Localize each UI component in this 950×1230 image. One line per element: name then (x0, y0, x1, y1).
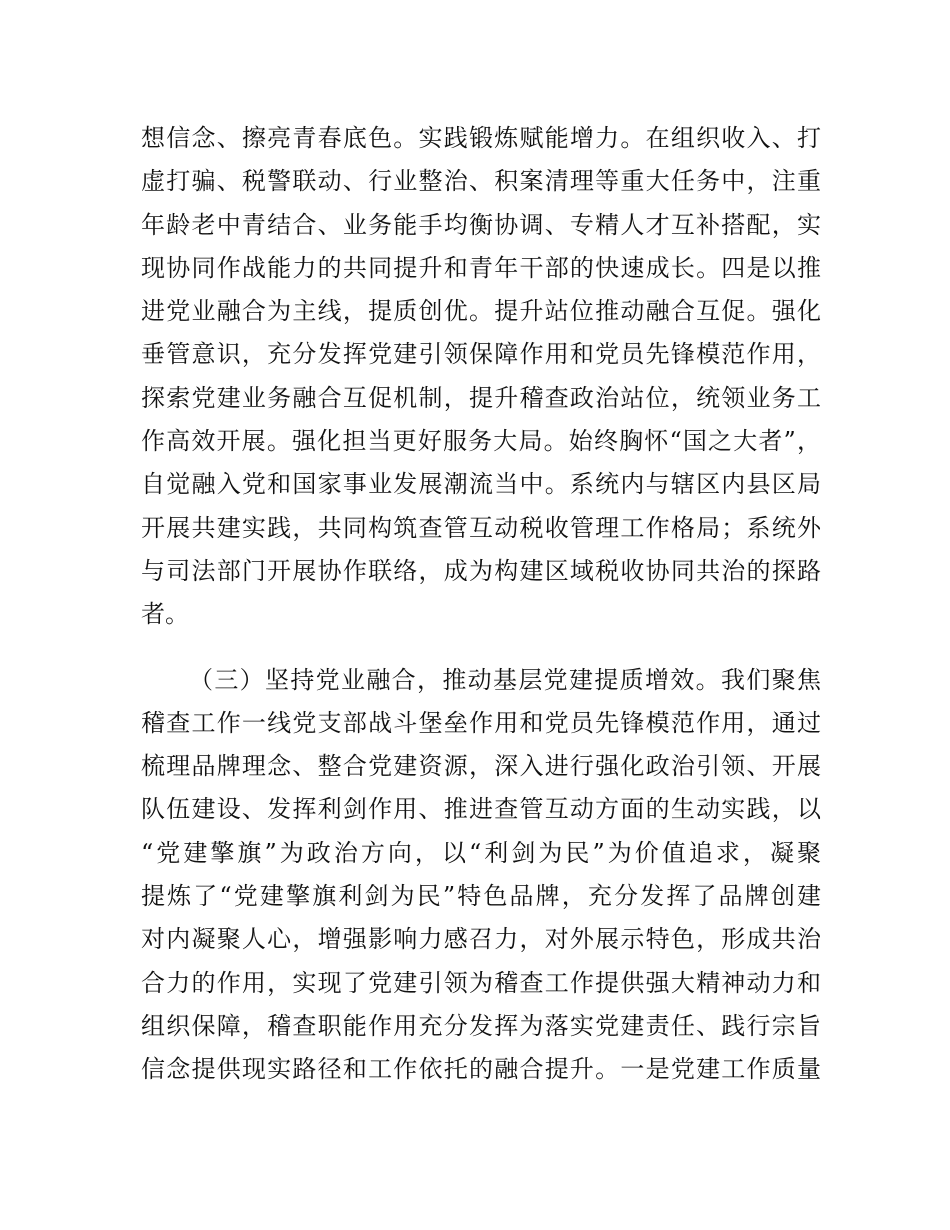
text-line: 组织保障，稽查职能作用充分发挥为落实党建责任、践行宗旨 (141, 1011, 821, 1040)
text-line: “党建擎旗”为政治方向，以“利剑为民”为价值追求，凝聚 (141, 838, 821, 867)
text-line: 进党业融合为主线，提质创优。提升站位推动融合互促。强化 (141, 297, 821, 326)
paragraph-spacer (141, 637, 821, 659)
text-line: 虚打骗、税警联动、行业整治、积案清理等重大任务中，注重 (141, 167, 821, 196)
text-line: 对内凝聚人心，增强影响力感召力，对外展示特色，形成共治 (141, 925, 821, 954)
text-line: 与司法部门开展协作联络，成为构建区域税收协同共治的探路 (141, 556, 821, 585)
text-line: （三）坚持党业融合，推动基层党建提质增效。我们聚焦 (189, 665, 821, 694)
text-line: 合力的作用，实现了党建引领为稽查工作提供强大精神动力和 (141, 968, 821, 997)
text-line: 者。 (141, 600, 189, 629)
text-line: 年龄老中青结合、业务能手均衡协调、专精人才互补搭配，实 (141, 210, 821, 239)
text-line: 现协同作战能力的共同提升和青年干部的快速成长。四是以推 (141, 253, 821, 282)
text-line: 梳理品牌理念、整合党建资源，深入进行强化政治引领、开展 (141, 752, 821, 781)
text-line: 开展共建实践，共同构筑查管互动税收管理工作格局；系统外 (141, 513, 821, 542)
text-line: 作高效开展。强化担当更好服务大局。始终胸怀“国之大者”， (141, 427, 821, 456)
text-line: 垂管意识，充分发挥党建引领保障作用和党员先锋模范作用， (141, 340, 821, 369)
text-line: 稽查工作一线党支部战斗堡垒作用和党员先锋模范作用，通过 (141, 708, 821, 737)
text-line: 队伍建设、发挥利剑作用、推进查管互动方面的生动实践，以 (141, 795, 821, 824)
body-text (141, 117, 821, 1092)
paragraph-1 (141, 117, 821, 637)
text-line: 信念提供现实路径和工作依托的融合提升。一是党建工作质量 (141, 1055, 821, 1084)
paragraph-2 (141, 659, 821, 1092)
text-line: 提炼了“党建擎旗利剑为民”特色品牌，充分发挥了品牌创建 (141, 882, 821, 911)
text-line: 探索党建业务融合互促机制，提升稽查政治站位，统领业务工 (141, 383, 821, 412)
text-line: 想信念、擦亮青春底色。实践锻炼赋能增力。在组织收入、打 (141, 124, 821, 152)
text-line: 自觉融入党和国家事业发展潮流当中。系统内与辖区内县区局 (141, 470, 821, 499)
